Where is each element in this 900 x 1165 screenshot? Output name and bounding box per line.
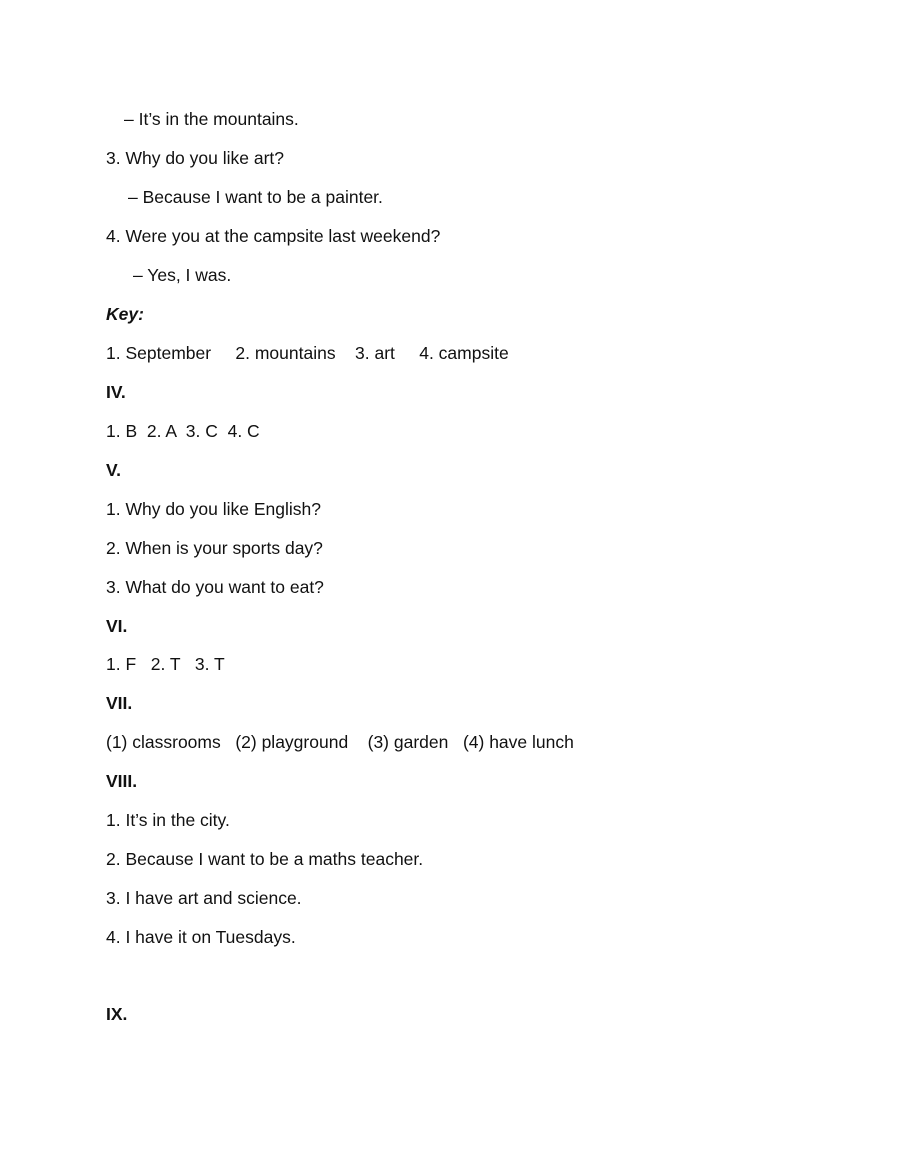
answer-line: – Because I want to be a painter. [128,187,383,207]
answers-line-viii: 3. I have art and science. [106,888,302,908]
section-heading-viii: VIII. [106,771,138,791]
section-heading-v: V. [106,460,121,480]
key-heading: Key: [106,304,144,324]
answers-line-viii: 1. It’s in the city. [106,810,230,830]
section-heading-vi: VI. [106,616,128,636]
answers-line-v: 2. When is your sports day? [106,538,323,558]
answers-line-vi: 1. F 2. T 3. T [106,654,225,674]
question-line: 3. Why do you like art? [106,148,284,168]
answer-line: – It’s in the mountains. [124,109,299,129]
section-heading-iv: IV. [106,382,126,402]
answers-line-v: 3. What do you want to eat? [106,577,324,597]
question-line: 4. Were you at the campsite last weekend? [106,226,441,246]
answers-line-v: 1. Why do you like English? [106,499,321,519]
answers-line-vii: (1) classrooms (2) playground (3) garden (4) have lunch [106,732,574,752]
answers-line-iv: 1. B 2. A 3. C 4. C [106,421,260,441]
answers-line-viii: 2. Because I want to be a maths teacher. [106,849,424,869]
section-heading-vii: VII. [106,693,133,713]
section-heading-ix: IX. [106,1004,128,1024]
answers-line-viii: 4. I have it on Tuesdays. [106,927,296,947]
key-answers-line: 1. September 2. mountains 3. art 4. campsite [106,343,509,363]
answer-line: – Yes, I was. [133,265,232,285]
